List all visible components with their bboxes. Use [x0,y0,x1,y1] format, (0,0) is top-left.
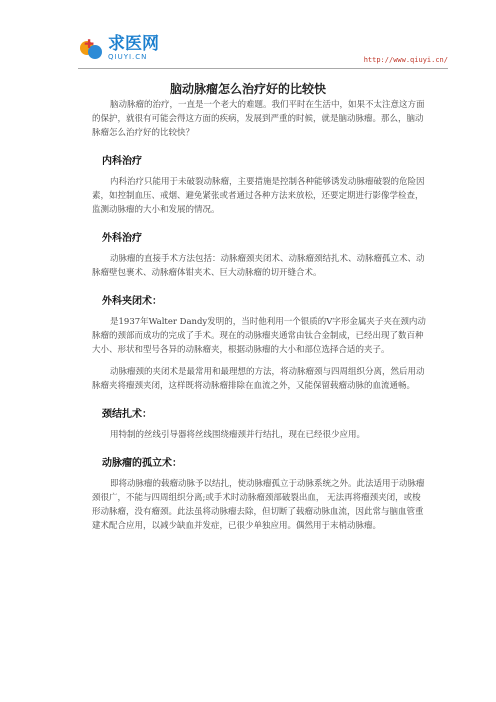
site-url[interactable]: http://www.qiuyi.cn/ [363,56,448,64]
logo-text-cn: 求医网 [108,34,159,54]
section-paragraph: 动脉瘤的直接手术方法包括：动脉瘤颈夹闭术、动脉瘤颈结扎术、动脉瘤孤立术、动脉瘤壁包裹术、动脉瘤体钳夹术、巨大动脉瘤的切开缝合术。 [92,254,425,278]
header-divider [78,68,448,69]
section-heading: 外科夹闭术： [102,296,162,307]
article-body [92,98,428,541]
section-paragraph: 是1937年Walter Dandy发明的，当时他利用一个银质的V字形金属夹子夹在颈内动脉瘤的颈部而成功的完成了手术。现在的动脉瘤夹通常由钛合金制成，已经出现了数百种大小、形状和型号各异的动脉瘤夹，根据动脉瘤的大小和部位选择合适的夹子。 [92,317,426,355]
intro-paragraph: 脑动脉瘤的治疗，一直是一个老大的难题。我们平时在生活中，如果不太注意这方面的保护，就很有可能会得这方面的疾病，发展到严重的时候，就是脑动脉瘤。那么，脑动脉瘤怎么治疗好的比较快？ [92,100,425,138]
site-logo[interactable] [80,36,159,61]
logo-text-en: QIUYI.CN [108,53,148,61]
section-paragraph: 即将动脉瘤的载瘤动脉予以结扎，使动脉瘤孤立于动脉系统之外。此法适用于动脉瘤颈很广，不能与四周组织分离;或手术时动脉瘤颈部破裂出血， 无法再将瘤颈夹闭，或梭形动脉瘤，没有瘤颈。此法虽将动脉瘤去除，但切断了载瘤动脉血流，因此常与脑血管重建术配合应用，以减少缺血并发症，已很少单独应用。偶然用于末梢动脉瘤。 [92,479,425,531]
section-heading: 动脉瘤的孤立术： [102,458,182,469]
section-heading: 内科治疗 [102,156,142,167]
section-paragraph: 动脉瘤颈的夹闭术是最常用和最理想的方法，将动脉瘤颈与四周组织分离，然后用动脉瘤夹将瘤颈夹闭，这样既将动脉瘤排除在血流之外，又能保留载瘤动脉的血流通畅。 [92,367,425,391]
article-title: 脑动脉瘤怎么治疗好的比较快 [169,82,326,96]
section-paragraph: 用特制的丝线引导器将丝线围绕瘤颈并行结扎，现在已经很少应用。 [110,430,366,440]
section-paragraph: 内科治疗只能用于未破裂动脉瘤，主要措施是控制各种能够诱发动脉瘤破裂的危险因素，如控制血压、戒烟、避免紧张或者通过各种方法来放松，还要定期进行影像学检查，监测动脉瘤的大小和发展的情况。 [92,177,425,215]
section-heading: 外科治疗 [102,233,142,244]
section-heading: 颈结扎术： [102,409,152,420]
medical-cross-icon: ✚ [80,37,104,61]
